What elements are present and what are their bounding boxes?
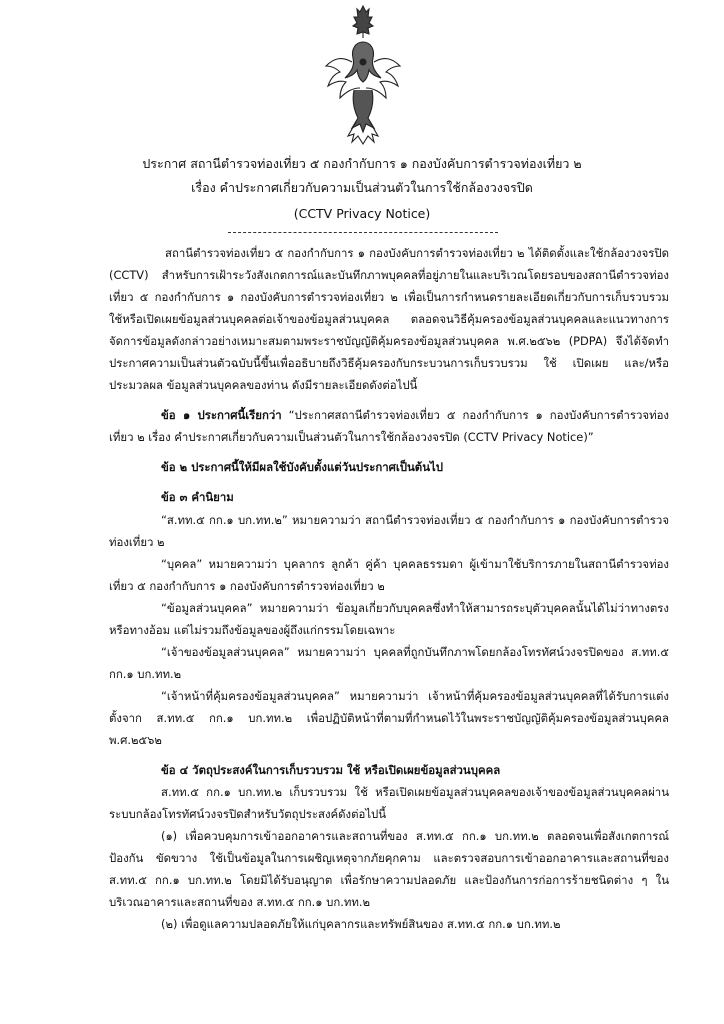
clause-4-title: ข้อ ๔ วัตถุประสงค์ในการเก็บรวบรวม ใช้ หรือเปิดเผยข้อมูลส่วนบุคคล: [161, 763, 501, 778]
subject-line: เรื่อง คำประกาศเกี่ยวกับความเป็นส่วนตัวในการใช้กล้องวงจรปิด: [191, 180, 533, 195]
clause-1: [109, 404, 669, 448]
clause-1-text: “ประกาศสถานีตำรวจท่องเที่ยว ๕ กองกำกับการ ๑ กองบังคับการตำรวจท่องเที่ยว ๒ เรื่อง คำประกาศเกี่ยวกับความเป็นส่วนตัวในการใช้กล้องวงจรปิด (CCTV Privacy Notice)”: [109, 408, 669, 445]
notice-subtitle: (CCTV Privacy Notice): [293, 206, 431, 221]
intro-paragraph: สถานีตำรวจท่องเที่ยว ๕ กองกำกับการ ๑ กองบังคับการตำรวจท่องเที่ยว ๒ ได้ติดตั้งและใช้กล้องวงจรปิด (CCTV) สำหรับการเฝ้าระวังสังเกตการณ์และบันทึกภาพบุคคลที่อยู่ภายในและบริเวณโดยรอบของสถานีตำรวจท่องเที่ยว ๕ กองกำกับการ ๑ กองบังคับการตำรวจท่องเที่ยว ๒ เพื่อเป็นการกำหนดรายละเอียดเกี่ยวกับการเก็บรวบรวม ใช้หรือเปิดเผยข้อมูลส่วนบุคคลต่อเจ้าของข้อมูลส่วนบุคคล ตลอดจนวิธีคุ้มครองข้อมูลส่วนบุคคลและแนวทางการจัดการข้อมูลดังกล่าวอย่างเหมาะสมตามพระราชบัญญัติคุ้มครองข้อมูลส่วนบุคคล พ.ศ.๒๕๖๒ (PDPA) จึงได้จัดทำประกาศความเป็นส่วนตัวฉบับนี้ขึ้นเพื่ออธิบายถึงวิธีคุ้มครองกับกระบวนการเก็บรวบรวม ใช้ เปิดเผย และ/หรือ ประมวลผล ข้อมูลส่วนบุคคลของท่าน ดังมีรายละเอียดดังต่อไปนี้: [109, 246, 669, 393]
clause-4-intro: ส.ทท.๕ กก.๑ บก.ทท.๒ เก็บรวบรวม ใช้ หรือเปิดเผยข้อมูลส่วนบุคคลของเจ้าของข้อมูลส่วนบุคคลผ่านระบบกล้องโทรทัศน์วงจรปิดสำหรับวัตถุประสงค์ดังต่อไปนี้: [109, 785, 669, 822]
announcement-heading: ประกาศ สถานีตำรวจท่องเที่ยว ๕ กองกำกับการ ๑ กองบังคับการตำรวจท่องเที่ยว ๒: [142, 156, 582, 171]
definition-item: “ส.ทท.๕ กก.๑ บก.ทท.๒” หมายความว่า สถานีตำรวจท่องเที่ยว ๕ กองกำกับการ ๑ กองบังคับการตำรวจท่องเที่ยว ๒: [109, 512, 669, 549]
document-body: [109, 242, 669, 935]
clause-2: ข้อ ๒ ประกาศนี้ให้มีผลใช้บังคับตั้งแต่วันประกาศเป็นต้นไป: [161, 460, 443, 475]
garuda-emblem: [322, 2, 404, 152]
separator-line: [228, 232, 498, 233]
clause-3-title: ข้อ ๓ คำนิยาม: [161, 490, 234, 505]
definition-item: “เจ้าหน้าที่คุ้มครองข้อมูลส่วนบุคคล” หมายความว่า เจ้าหน้าที่คุ้มครองข้อมูลส่วนบุคคลที่ได้รับการแต่งตั้งจาก ส.ทท.๕ กก.๑ บก.ทท.๒ เพื่อปฏิบัติหน้าที่ตามที่กำหนดไว้ในพระราชบัญญัติคุ้มครองข้อมูลส่วนบุคคล พ.ศ.๒๕๖๒: [109, 688, 669, 747]
definition-item: “บุคคล” หมายความว่า บุคลากร ลูกค้า คู่ค้า บุคคลธรรมดา ผู้เข้ามาใช้บริการภายในสถานีตำรวจท่องเที่ยว ๕ กองกำกับการ ๑ กองบังคับการตำรวจท่องเที่ยว ๒: [109, 556, 669, 593]
definition-item: “เจ้าของข้อมูลส่วนบุคคล” หมายความว่า บุคคลที่ถูกบันทึกภาพโดยกล้องโทรทัศน์วงจรปิดของ ส.ทท.๕ กก.๑ บก.ทท.๒: [109, 644, 669, 681]
clause-1-label: ข้อ ๑ ประกาศนี้เรียกว่า: [161, 408, 282, 423]
definition-item: “ข้อมูลส่วนบุคคล” หมายความว่า ข้อมูลเกี่ยวกับบุคคลซึ่งทำให้สามารถระบุตัวบุคคลนั้นได้ไม่ว่าทางตรงหรือทางอ้อม แต่ไม่รวมถึงข้อมูลของผู้ถึงแก่กรรมโดยเฉพาะ: [109, 600, 669, 637]
purpose-item: (๑) เพื่อควบคุมการเข้าออกอาคารและสถานที่ของ ส.ทท.๕ กก.๑ บก.ทท.๒ ตลอดจนเพื่อสังเกตการณ์ ป้องกัน ขัดขวาง ใช้เป็นข้อมูลในการเผชิญเหตุจากภัยคุกคาม และตรวจสอบการเข้าออกอาคารและสถานที่ของ ส.ทท.๕ กก.๑ บก.ทท.๒ โดยมิได้รับอนุญาต เพื่อรักษาความปลอดภัย และป้องกันการก่อการร้ายชนิดต่าง ๆ ในบริเวณอาคารและสถานที่ของ ส.ทท.๕ กก.๑ บก.ทท.๒: [109, 829, 669, 910]
purpose-item: (๒) เพื่อดูแลความปลอดภัยให้แก่บุคลากรและทรัพย์สินของ ส.ทท.๕ กก.๑ บก.ทท.๒: [161, 917, 561, 932]
